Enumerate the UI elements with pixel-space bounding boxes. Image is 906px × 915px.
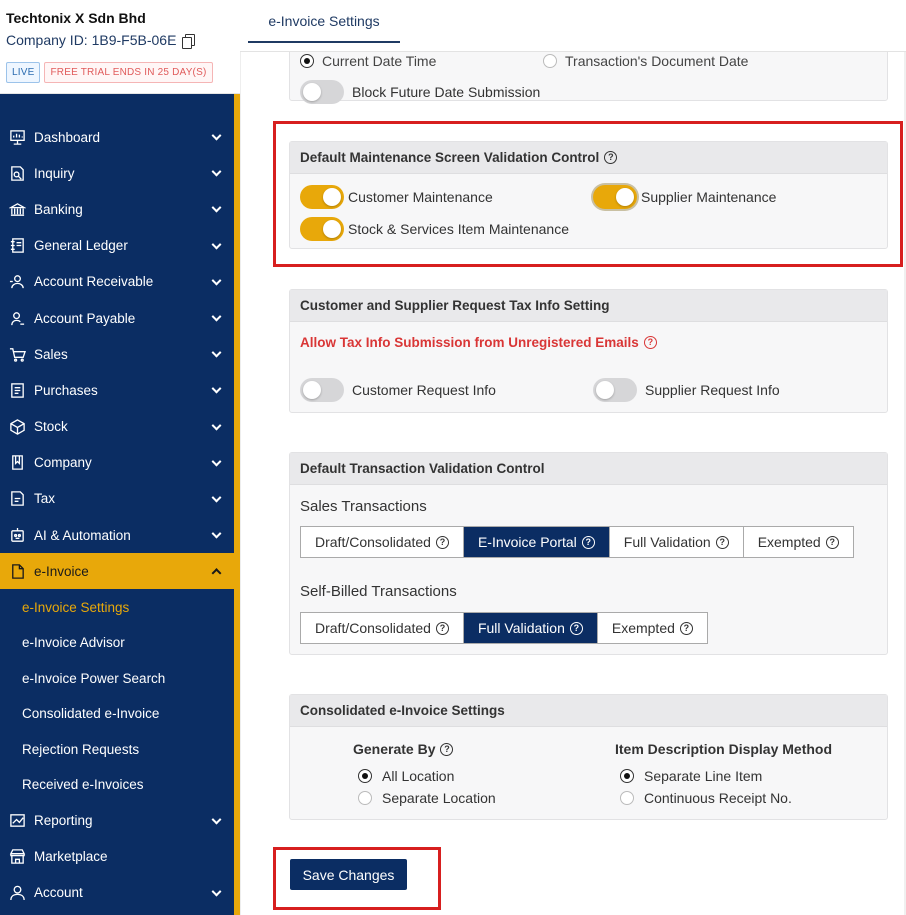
help-icon[interactable]: ? [436,536,449,549]
consolidated-settings-header [290,695,887,727]
supplier-request-label: Supplier Request Info [645,382,780,398]
sidebar-item-banking[interactable] [0,191,234,227]
selfbilled-option-exempted[interactable] [598,613,707,643]
sales-option-portal-label: E-Invoice Portal [477,534,577,550]
generate-by-title [353,741,453,757]
sidebar-item-label: Stock [34,419,68,435]
box-icon [8,418,26,436]
chevron-down-icon [212,493,222,503]
document-icon [8,562,26,580]
robot-icon [8,526,26,544]
sidebar-item-label: Banking [34,201,83,217]
inquiry-icon [8,164,26,182]
sidebar-item-inquiry[interactable] [0,155,234,191]
selfbilled-option-draft[interactable] [301,613,464,643]
sales-option-draft-label: Draft/Consolidated [315,534,431,550]
radio-continuous-receipt-input[interactable] [620,791,634,805]
sales-option-exempted[interactable] [744,527,853,557]
chevron-down-icon [212,814,222,824]
tab-einvoice-settings[interactable]: e-Invoice Settings [248,0,400,43]
help-icon[interactable]: ? [436,622,449,635]
tax-info-request-card [289,289,888,413]
radio-document-date[interactable] [543,53,748,69]
sidebar-item-dashboard[interactable] [0,119,234,155]
radio-current-date-input[interactable] [300,54,314,68]
sidebar-nav [0,94,240,915]
chevron-down-icon [212,312,222,322]
description-method-label: Item Description Display Method [615,741,833,757]
receivable-icon [8,273,26,291]
transaction-validation-header [290,453,887,485]
date-settings-card [289,52,888,101]
sidebar-item-account-payable[interactable] [0,300,234,336]
sales-option-full-label: Full Validation [623,534,711,550]
sales-option-draft[interactable] [301,527,464,557]
radio-document-date-label: Transaction's Document Date [565,53,749,69]
radio-current-date-label: Current Date Time [322,53,437,69]
sidebar-item-ai-automation[interactable] [0,517,234,553]
unregistered-email-warning-text: Allow Tax Info Submission from Unregistered Emails [300,335,639,350]
sidebar-item-einvoice[interactable] [0,553,234,589]
help-icon[interactable]: ? [826,536,839,549]
sidebar-item-label: Purchases [34,382,98,398]
chevron-down-icon [212,887,222,897]
sidebar-item-tax[interactable] [0,481,234,517]
radio-all-location[interactable] [358,768,454,784]
consolidated-settings-title: Consolidated e-Invoice Settings [300,703,505,718]
block-future-date-toggle[interactable] [300,80,344,104]
sidebar-item-general-ledger[interactable] [0,228,234,264]
radio-continuous-receipt[interactable] [620,790,792,806]
sidebar-item-company[interactable] [0,445,234,481]
content-gutter [240,52,266,915]
chevron-down-icon [212,203,222,213]
help-icon[interactable]: ? [716,536,729,549]
transaction-validation-title: Default Transaction Validation Control [300,461,545,476]
consolidated-settings-card [289,694,888,820]
help-icon[interactable]: ? [582,536,595,549]
customer-request-row[interactable] [300,378,496,402]
radio-separate-line-label: Separate Line Item [644,768,763,784]
radio-separate-line-input[interactable] [620,769,634,783]
chart-icon [8,812,26,830]
bank-icon [8,200,26,218]
save-changes-button[interactable]: Save Changes [290,859,407,890]
radio-separate-location[interactable] [358,790,496,806]
help-icon[interactable]: ? [680,622,693,635]
chevron-down-icon [212,384,222,394]
cart-icon [8,345,26,363]
ledger-icon [8,237,26,255]
radio-separate-location-input[interactable] [358,791,372,805]
customer-request-toggle[interactable] [300,378,344,402]
chevron-down-icon [212,275,222,285]
sidebar-item-label: Dashboard [34,129,101,145]
sidebar-item-sales[interactable] [0,336,234,372]
sidebar-item-account-receivable[interactable] [0,264,234,300]
sidebar [0,0,240,915]
sales-validation-selector [300,526,854,558]
sidebar-item-stock[interactable] [0,409,234,445]
help-icon[interactable]: ? [644,336,657,349]
sales-option-portal[interactable] [464,527,610,557]
store-icon [8,848,26,866]
purchases-icon [8,381,26,399]
selfbilled-option-full[interactable] [464,613,598,643]
sidebar-subitem-received[interactable]: Received e-Invoices [22,777,144,793]
sales-option-exempted-label: Exempted [757,534,821,550]
self-billed-title: Self-Billed Transactions [300,583,457,600]
copy-icon[interactable] [182,34,194,47]
company-id [6,32,234,48]
chevron-down-icon [212,420,222,430]
radio-continuous-receipt-label: Continuous Receipt No. [644,790,792,806]
supplier-maintenance-label: Supplier Maintenance [641,189,777,205]
chevron-down-icon [212,167,222,177]
company-icon [8,454,26,472]
sidebar-subitem-rejection[interactable]: Rejection Requests [22,741,140,757]
selfbilled-option-draft-label: Draft/Consolidated [315,620,431,636]
sidebar-item-label: AI & Automation [34,527,131,543]
tax-icon [8,490,26,508]
sidebar-item-label: Sales [34,346,68,362]
tab-bar [240,0,906,52]
sidebar-subitem-consolidated[interactable]: Consolidated e-Invoice [22,706,160,722]
radio-current-date[interactable] [300,53,436,69]
live-badge: LIVE [6,62,40,83]
customer-maintenance-label: Customer Maintenance [348,189,493,205]
sidebar-item-label: Reporting [34,813,93,829]
sidebar-subitem-einvoice-advisor[interactable]: e-Invoice Advisor [22,635,125,651]
customer-request-label: Customer Request Info [352,382,496,398]
sidebar-item-label: General Ledger [34,238,128,254]
settings-content [266,52,906,915]
sidebar-item-label: Marketplace [34,849,108,865]
block-future-date-label: Block Future Date Submission [352,84,541,100]
radio-all-location-input[interactable] [358,769,372,783]
description-method-title [615,741,832,757]
chevron-down-icon [212,529,222,539]
supplier-request-toggle[interactable] [593,378,637,402]
sidebar-item-label: Account Payable [34,310,136,326]
selfbilled-option-exempted-label: Exempted [611,620,675,636]
sidebar-item-reporting[interactable] [0,802,234,838]
radio-all-location-label: All Location [382,768,455,784]
dashboard-icon [8,128,26,146]
user-icon [8,884,26,902]
tax-info-request-header [290,290,887,322]
chevron-down-icon [212,131,222,141]
chevron-down-icon [212,456,222,466]
payable-icon [8,309,26,327]
stock-maintenance-label: Stock & Services Item Maintenance [348,221,569,237]
sidebar-item-label: Account [34,885,83,901]
sidebar-item-marketplace[interactable] [0,839,234,875]
block-future-date-row[interactable] [300,80,540,104]
chevron-down-icon [212,348,222,358]
sidebar-item-label: e-Invoice [34,563,89,579]
unregistered-email-warning [300,335,657,350]
radio-document-date-input[interactable] [543,54,557,68]
sidebar-item-label: Account Receivable [34,274,154,290]
self-billed-validation-selector [300,612,708,644]
radio-separate-location-label: Separate Location [382,790,496,806]
sidebar-subitem-power-search[interactable]: e-Invoice Power Search [22,670,166,686]
supplier-request-row[interactable] [593,378,780,402]
sidebar-item-label: Inquiry [34,165,75,181]
company-name: Techtonix X Sdn Bhd [6,10,146,26]
sidebar-item-label: Tax [34,491,56,507]
status-badges [6,62,234,83]
sidebar-subitem-einvoice-settings[interactable]: e-Invoice Settings [22,599,130,615]
radio-separate-line[interactable] [620,768,762,784]
tax-info-request-title: Customer and Supplier Request Tax Info Setting [300,298,610,313]
sidebar-item-account[interactable] [0,875,234,911]
generate-by-label: Generate By [353,741,436,757]
transaction-validation-card [289,452,888,655]
chevron-down-icon [212,239,222,249]
chevron-up-icon [212,568,222,578]
selfbilled-option-full-label: Full Validation [477,620,565,636]
sales-transactions-title: Sales Transactions [300,498,427,515]
trial-badge[interactable]: FREE TRIAL ENDS IN 25 DAY(S) [44,62,212,83]
company-id-text: Company ID: 1B9-F5B-06E [6,32,177,48]
highlight-maintenance-box [273,121,903,267]
help-icon[interactable]: ? [570,622,583,635]
company-block [0,0,240,94]
help-icon[interactable]: ? [604,151,617,164]
sales-option-full[interactable] [610,527,744,557]
maintenance-validation-title: Default Maintenance Screen Validation Control [300,150,600,165]
help-icon[interactable]: ? [440,743,453,756]
sidebar-item-purchases[interactable] [0,372,234,408]
sidebar-item-label: Company [34,455,92,471]
highlight-save-box [273,847,441,910]
